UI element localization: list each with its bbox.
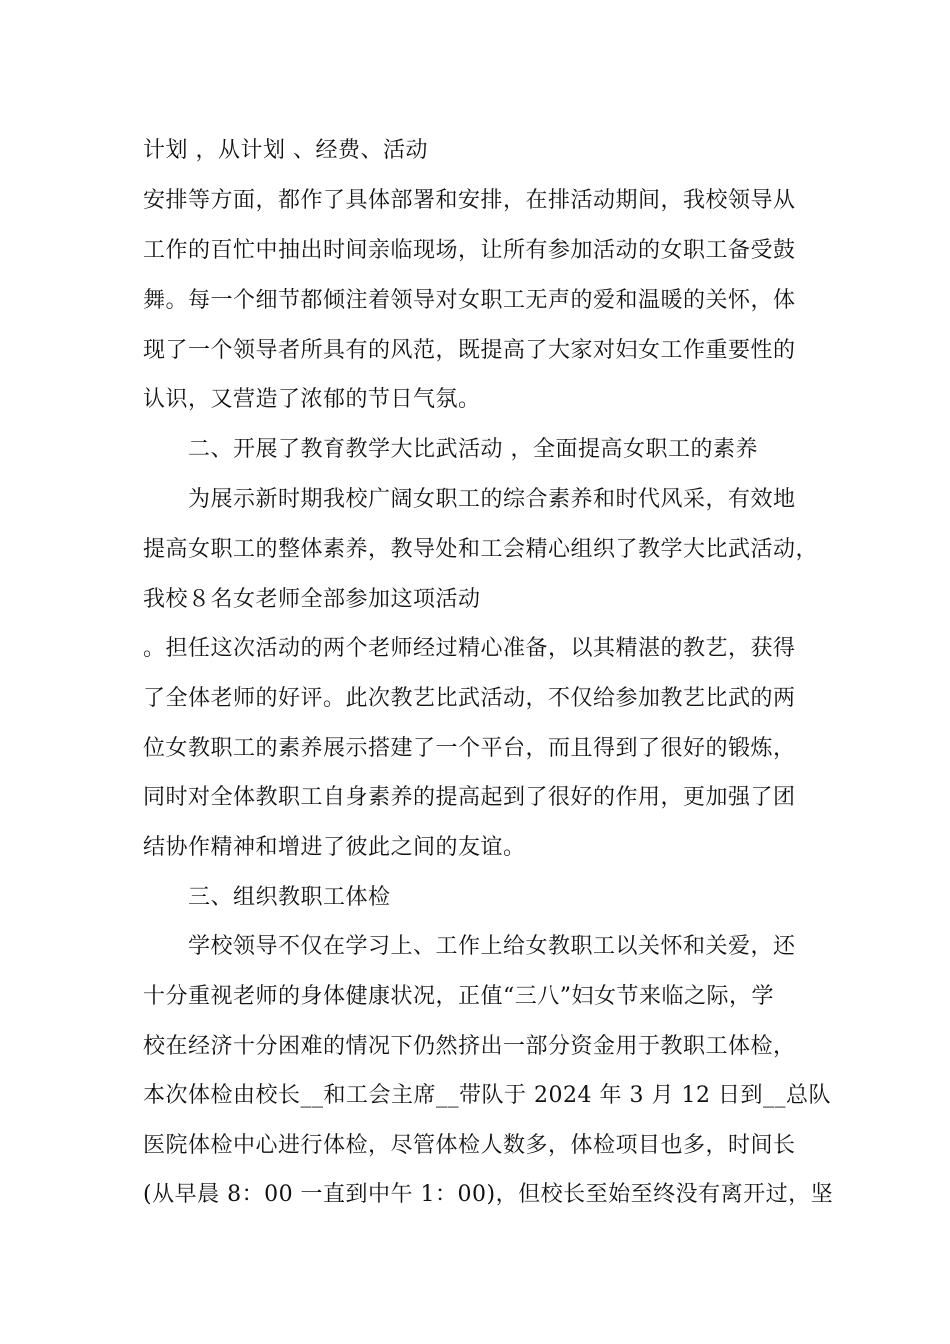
- text-line: 工作的百忙中抽出时间亲临现场，让所有参加活动的女职工备受鼓: [143, 238, 796, 263]
- text-line: 认识，又营造了浓郁的节日气氛。: [143, 387, 481, 412]
- text-line: 计划 ，从计划 、经费、活动: [143, 138, 428, 163]
- text-line: 了全体老师的好评。此次教艺比武活动，不仅给参加教艺比武的两: [143, 686, 796, 711]
- text-line: 安排等方面，都作了具体部署和安排，在排活动期间，我校领导从: [143, 188, 796, 213]
- text-line: 同时对全体教职工自身素养的提高起到了很好的作用，更加强了团: [143, 785, 796, 810]
- text-line: 十分重视老师的身体健康状况，正值“三八”妇女节来临之际，学: [143, 984, 774, 1009]
- text-line: 。担任这次活动的两个老师经过精心准备，以其精湛的教艺，获得: [143, 636, 796, 661]
- text-line: 医院体检中心进行体检，尽管体检人数多，体检项目也多，时间长: [143, 1133, 796, 1158]
- text-line: 学校领导不仅在学习上、工作上给女教职工以关怀和关爱，还: [188, 934, 796, 959]
- section-heading: 三、组织教职工体检: [188, 885, 391, 910]
- text-line: 校在经济十分困难的情况下仍然挤出一部分资金用于教职工体检，: [143, 1034, 796, 1059]
- text-line: (从早晨 8：00 一直到中午 1：00)，但校长至始至终没有离开过，坚: [143, 1182, 834, 1207]
- text-line: 为展示新时期我校广阔女职工的综合素养和时代风采，有效地: [188, 487, 796, 512]
- section-heading: 二、开展了教育教学大比武活动 ，全面提高女职工的素养: [188, 437, 758, 462]
- text-line: 结协作精神和增进了彼此之间的友谊。: [143, 835, 526, 860]
- text-line: 提高女职工的整体素养，教导处和工会精心组织了教学大比武活动，: [143, 537, 819, 562]
- text-line: 本次体检由校长__和工会主席__带队于 2024 年 3 月 12 日到__总队: [143, 1083, 831, 1108]
- text-line: 舞。每一个细节都倾注着领导对女职工无声的爱和温暖的关怀，体: [143, 288, 796, 313]
- text-line: 位女教职工的素养展示搭建了一个平台，而且得到了很好的锻炼，: [143, 736, 796, 761]
- text-line: 我校８名女老师全部参加这项活动: [143, 587, 481, 612]
- text-line: 现了一个领导者所具有的风范，既提高了大家对妇女工作重要性的: [143, 338, 796, 363]
